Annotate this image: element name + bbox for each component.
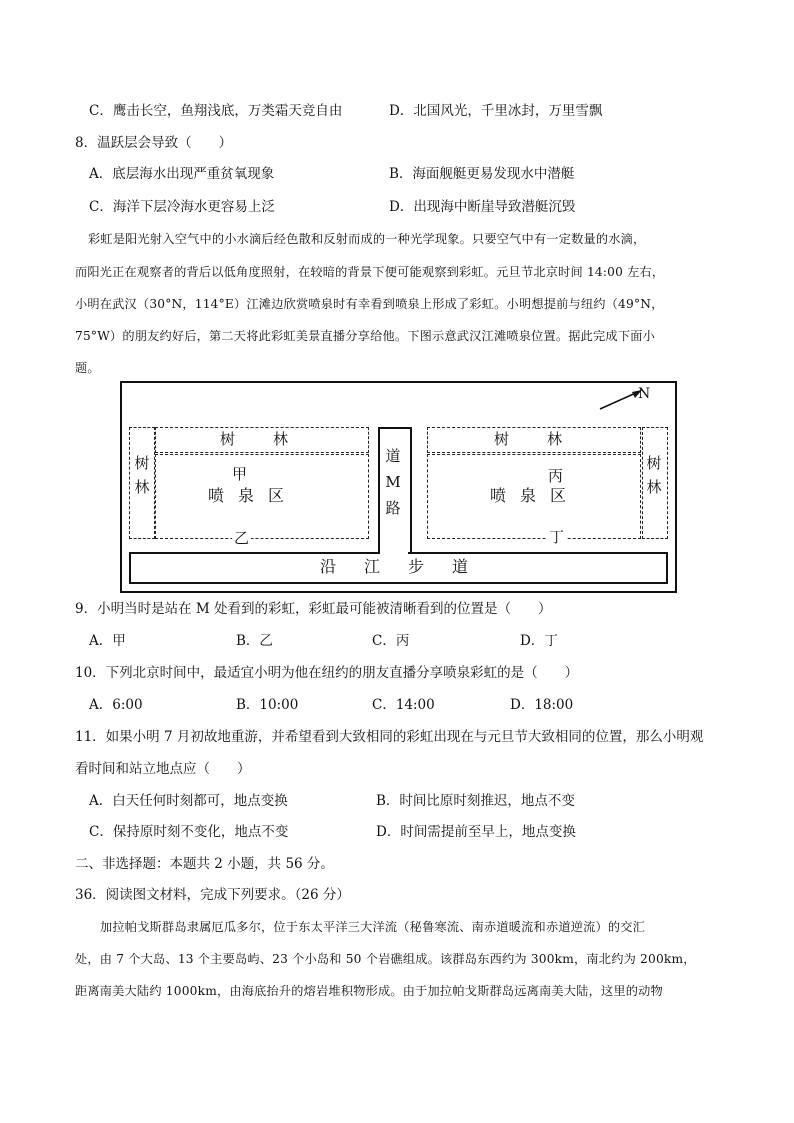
- label-ding: 丁: [549, 528, 565, 546]
- q36-passage-line: 加拉帕戈斯群岛隶属厄瓜多尔，位于东太平洋三大洋流（秘鲁寒流、南赤道暖流和赤道逆流）的交汇: [100, 920, 646, 934]
- q11-option-b: B．时间比原时刻推迟，地点不变: [376, 793, 575, 809]
- passage-line: 彩虹是阳光射入空气中的小水滴后经色散和反射而成的一种光学现象。只要空气中有一定数量的水滴，: [88, 232, 646, 246]
- label-jia: 甲: [232, 465, 248, 483]
- passage-line: 而阳光正在观察者的背后以低角度照射，在较暗的背景下便可能观察到彩虹。元旦节北京时间 14:00 左右，: [75, 265, 665, 279]
- q10-option-d: D．18:00: [510, 697, 574, 713]
- road-m-label: 道 M 路: [385, 447, 401, 517]
- q36-passage-line: 距离南美大陆约 1000km，由海底抬升的熔岩堆积物形成。由于加拉帕戈斯群岛远离南美大陆，这里的动物: [75, 984, 663, 998]
- forest-left-label: 树 林: [220, 430, 289, 448]
- passage-line: 75°W）的朋友约好后，第二天将此彩虹美景直播分享给他。下图示意武汉江滩喷泉位置。据此完成下面小: [75, 329, 655, 343]
- north-label: N: [638, 386, 651, 402]
- q8-stem: 8．温跃层会导致（ ）: [75, 135, 233, 151]
- q8-option-a: A．底层海水出现严重贫氧现象: [89, 166, 275, 182]
- q11-option-c: C．保持原时刻不变化，地点不变: [89, 824, 289, 840]
- label-yi: 乙: [234, 529, 250, 547]
- q7-option-d: D．北国风光，千里冰封，万里雪飘: [389, 103, 603, 119]
- road-junction: [380, 552, 408, 556]
- forest-left-side-label: 树 林: [134, 454, 150, 496]
- q36-passage-line: 处，由 7 个大岛、13 个主要岛屿、23 个小岛和 50 个岩礁组成。该群岛东西约为 300km，南北约为 200km，: [75, 952, 696, 966]
- q8-option-b: B．海面舰艇更易发现水中潜艇: [389, 166, 575, 182]
- q10-option-b: B．10:00: [236, 697, 299, 713]
- label-bing: 丙: [548, 467, 564, 485]
- q9-stem: 9．小明当时是站在 M 处看到的彩虹，彩虹最可能被清晰看到的位置是（ ）: [75, 601, 552, 617]
- q11-option-d: D．时间需提前至早上，地点变换: [376, 824, 576, 840]
- forest-right-label: 树 林: [494, 430, 563, 448]
- q9-option-c: C．丙: [372, 633, 410, 649]
- q11-option-a: A．白天任何时刻都可，地点变换: [89, 793, 288, 809]
- q11-stem-line1: 11．如果小明 7 月初故地重游，并希望看到大致相同的彩虹出现在与元旦节大致相同的位置，那么小明观: [75, 729, 704, 745]
- fountain-left-label: 喷 泉 区: [208, 486, 285, 505]
- riverside-label: 沿 江 步 道: [320, 557, 469, 576]
- q9-option-d: D．丁: [520, 633, 558, 649]
- q36-stem: 36．阅读图文材料，完成下列要求。（26 分）: [75, 887, 350, 903]
- section-heading: 二、非选择题：本题共 2 小题，共 56 分。: [75, 856, 334, 872]
- passage-line: 小明在武汉（30°N，114°E）江滩边欣赏喷泉时有幸看到喷泉上形成了彩虹。小明想提前与纽约（49°N，: [75, 297, 664, 311]
- q9-option-a: A．甲: [89, 633, 126, 649]
- forest-right-side-label: 树 林: [646, 454, 662, 496]
- fountain-location-map: [120, 381, 675, 591]
- q10-option-c: C．14:00: [372, 697, 435, 713]
- fountain-right-label: 喷 泉 区: [490, 486, 567, 505]
- q8-option-c: C．海洋下层冷海水更容易上泛: [89, 199, 275, 215]
- q11-stem-line2: 看时间和站立地点应（ ）: [75, 761, 251, 777]
- q9-option-b: B．乙: [236, 633, 273, 649]
- passage-line: 题。: [75, 361, 100, 375]
- q10-stem: 10．下列北京时间中，最适宜小明为他在纽约的朋友直播分享喷泉彩虹的是（ ）: [75, 665, 579, 681]
- q10-option-a: A．6:00: [89, 697, 143, 713]
- q8-option-d: D．出现海中断崖导致潜艇沉毁: [389, 199, 576, 215]
- q7-option-c: C．鹰击长空，鱼翔浅底，万类霜天竞自由: [89, 103, 343, 119]
